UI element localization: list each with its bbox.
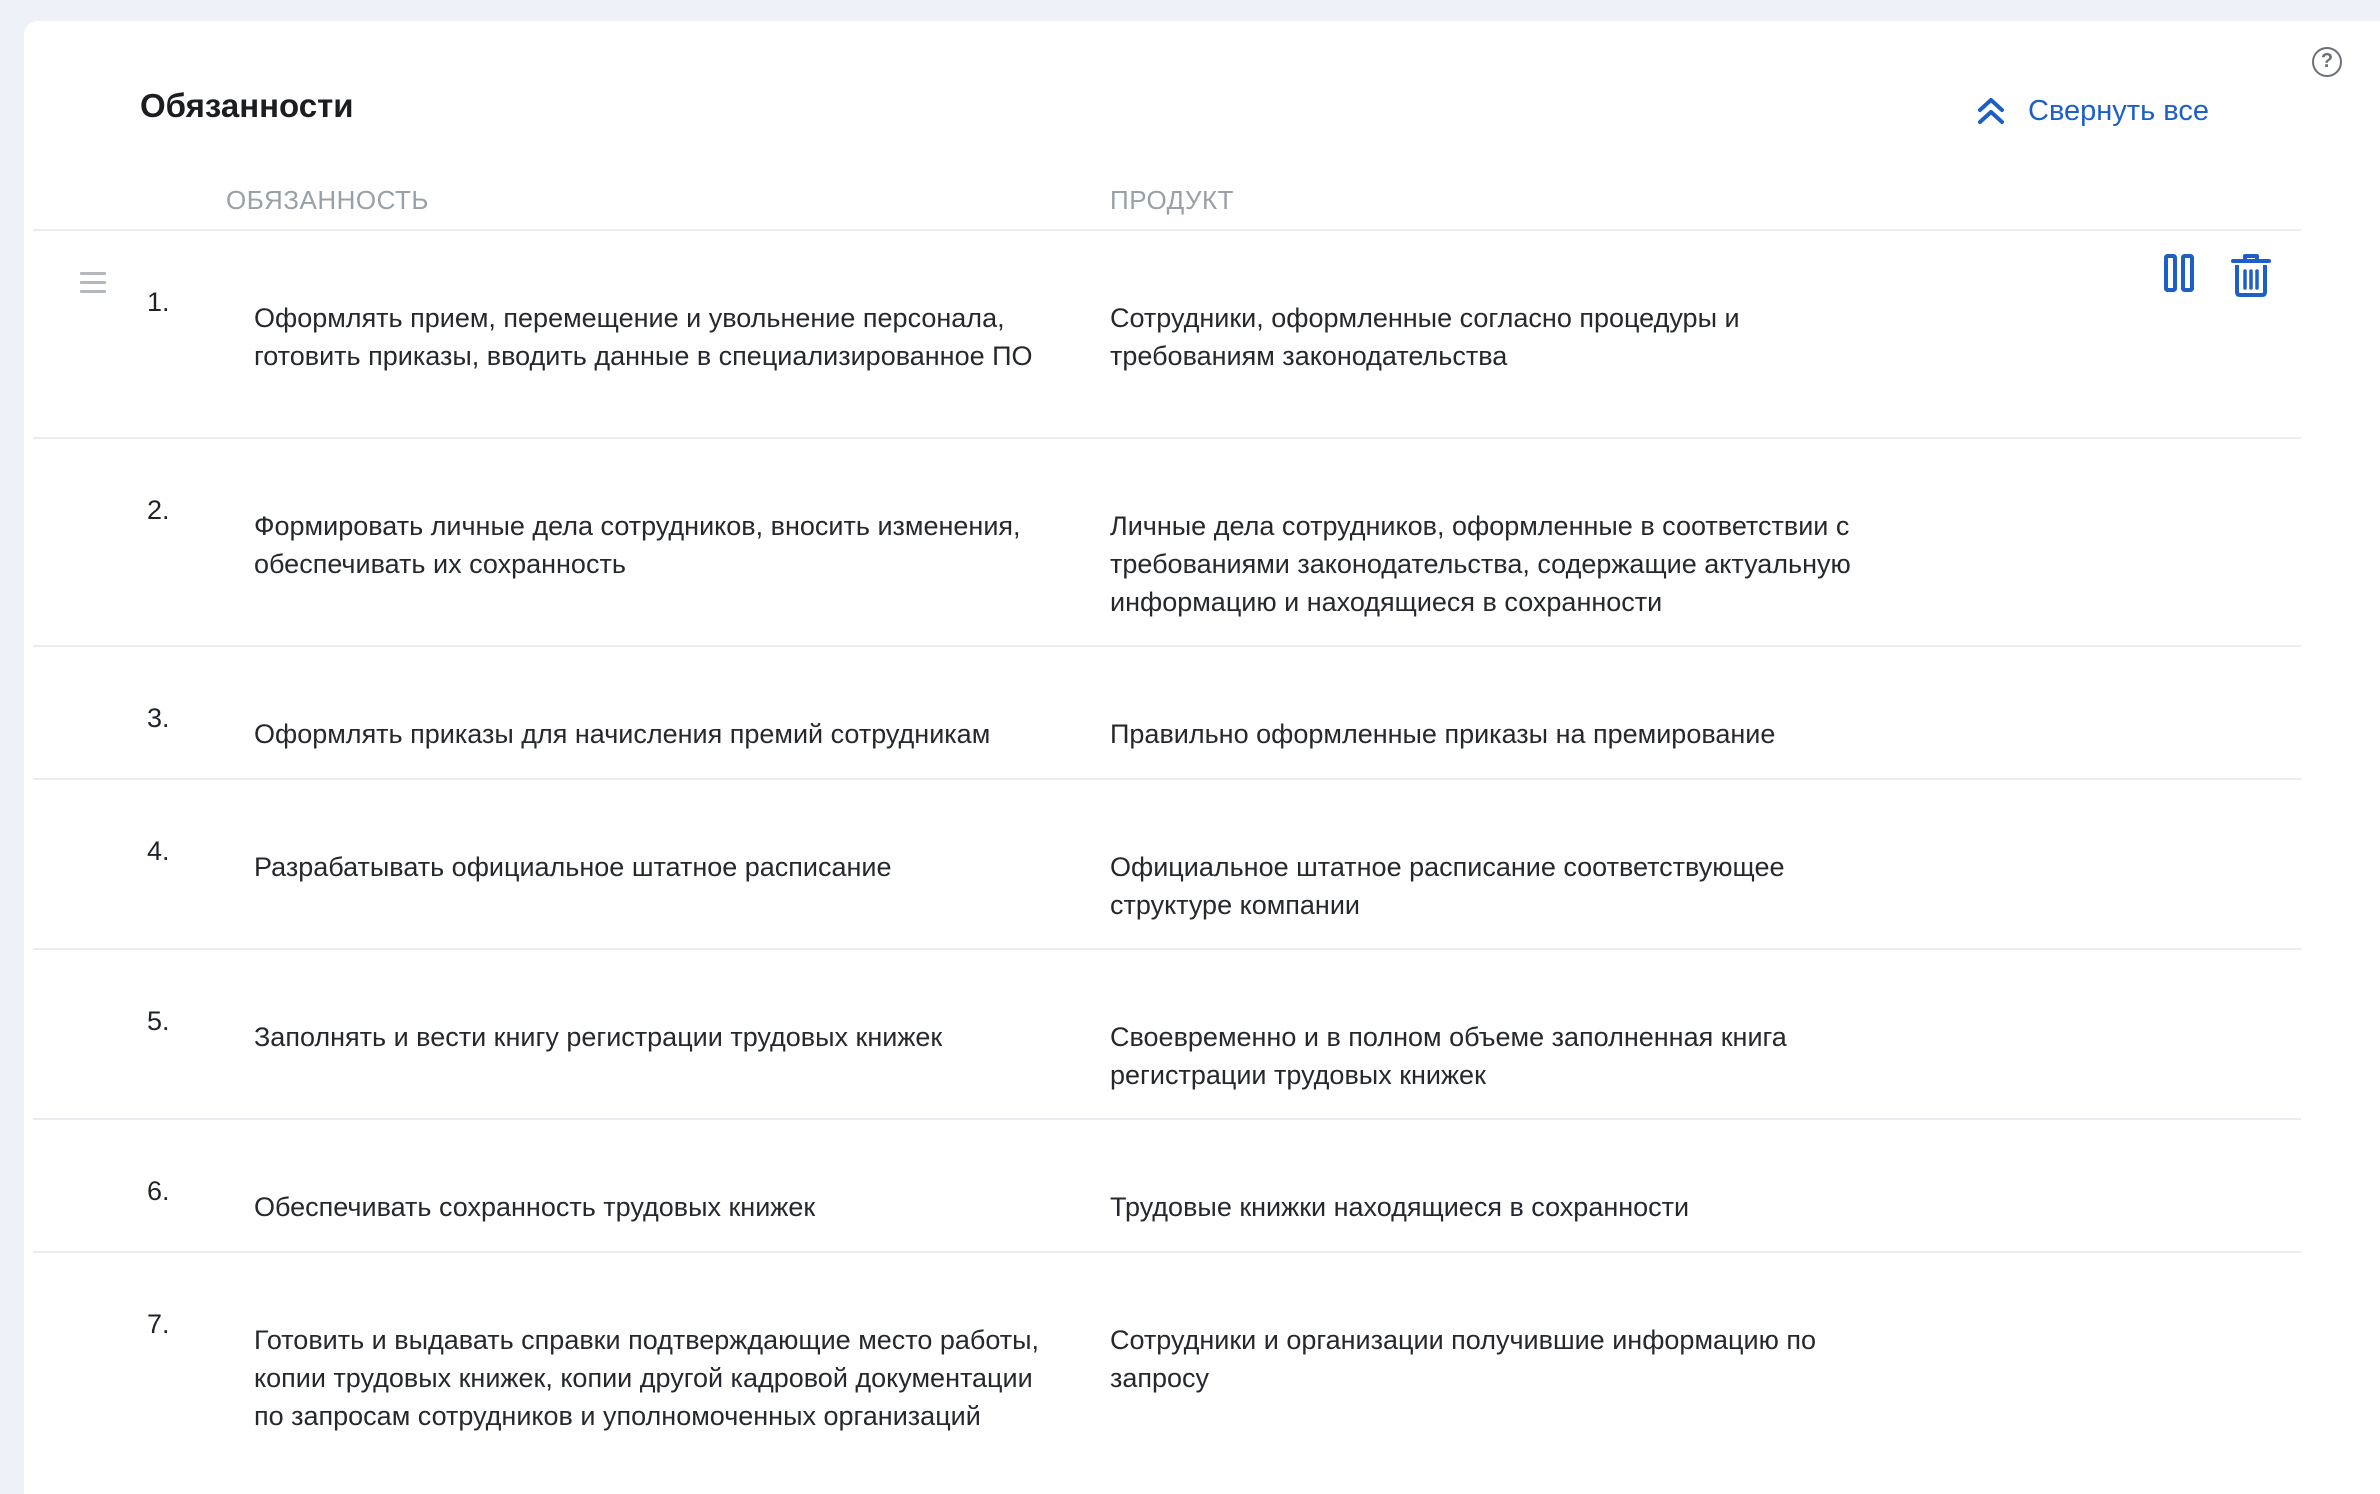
row-number: 3.	[147, 703, 170, 733]
row-responsibility: Формировать личные дела сотрудников, вносить изменения, обеспечивать их сохранность	[254, 511, 1021, 579]
row-number: 5.	[147, 1006, 170, 1036]
table-row[interactable]	[33, 1118, 2301, 1251]
row-responsibility: Готовить и выдавать справки подтверждающие место работы, копии трудовых книжек, копии другой кадровой документации по запросам сотрудников и уполномоченных организаций	[254, 1325, 1040, 1431]
row-number: 2.	[147, 495, 170, 525]
row-actions	[2163, 253, 2271, 297]
row-product: Правильно оформленные приказы на премирование	[1110, 719, 1776, 749]
table-row[interactable]	[33, 229, 2301, 437]
collapse-all-button[interactable]	[1976, 89, 2209, 133]
row-responsibility: Обеспечивать сохранность трудовых книжек	[254, 1192, 816, 1222]
column-header-responsibility: ОБЯЗАННОСТЬ	[226, 185, 429, 215]
trash-icon[interactable]	[2231, 253, 2271, 297]
column-header-product: ПРОДУКТ	[1110, 185, 1235, 215]
row-responsibility: Разрабатывать официальное штатное расписание	[254, 852, 892, 882]
row-number: 6.	[147, 1176, 170, 1206]
table-row[interactable]	[33, 778, 2301, 948]
row-product: Трудовые книжки находящиеся в сохранности	[1110, 1192, 1690, 1222]
row-responsibility: Заполнять и вести книгу регистрации трудовых книжек	[254, 1022, 943, 1052]
double-chevron-up-icon	[1976, 97, 2006, 125]
row-product: Официальное штатное расписание соответствующее структуре компании	[1110, 852, 1785, 920]
drag-handle-icon[interactable]	[80, 272, 106, 299]
responsibilities-card	[24, 21, 2380, 1494]
table-row[interactable]	[33, 948, 2301, 1118]
row-number: 1.	[147, 287, 170, 317]
row-responsibility: Оформлять прием, перемещение и увольнение персонала, готовить приказы, вводить данные в специализированное ПО	[254, 303, 1033, 371]
help-icon[interactable]: ?	[2312, 47, 2342, 77]
table-row[interactable]	[33, 1251, 2301, 1494]
row-product: Сотрудники и организации получившие информацию по запросу	[1110, 1325, 1816, 1393]
row-number: 7.	[147, 1309, 170, 1339]
collapse-all-label: Свернуть все	[2028, 94, 2209, 127]
row-product: Личные дела сотрудников, оформленные в соответствии с требованиями законодательства, содержащие актуальную информацию и находящиеся в сохранности	[1110, 511, 1851, 617]
section-title: Обязанности	[140, 87, 354, 124]
pause-icon[interactable]	[2163, 253, 2195, 293]
row-responsibility: Оформлять приказы для начисления премий сотрудникам	[254, 719, 991, 749]
table-row[interactable]	[33, 437, 2301, 645]
row-product: Сотрудники, оформленные согласно процедуры и требованиям законодательства	[1110, 303, 1740, 371]
row-product: Своевременно и в полном объеме заполненная книга регистрации трудовых книжек	[1110, 1022, 1787, 1090]
table-row[interactable]	[33, 645, 2301, 778]
row-number: 4.	[147, 836, 170, 866]
